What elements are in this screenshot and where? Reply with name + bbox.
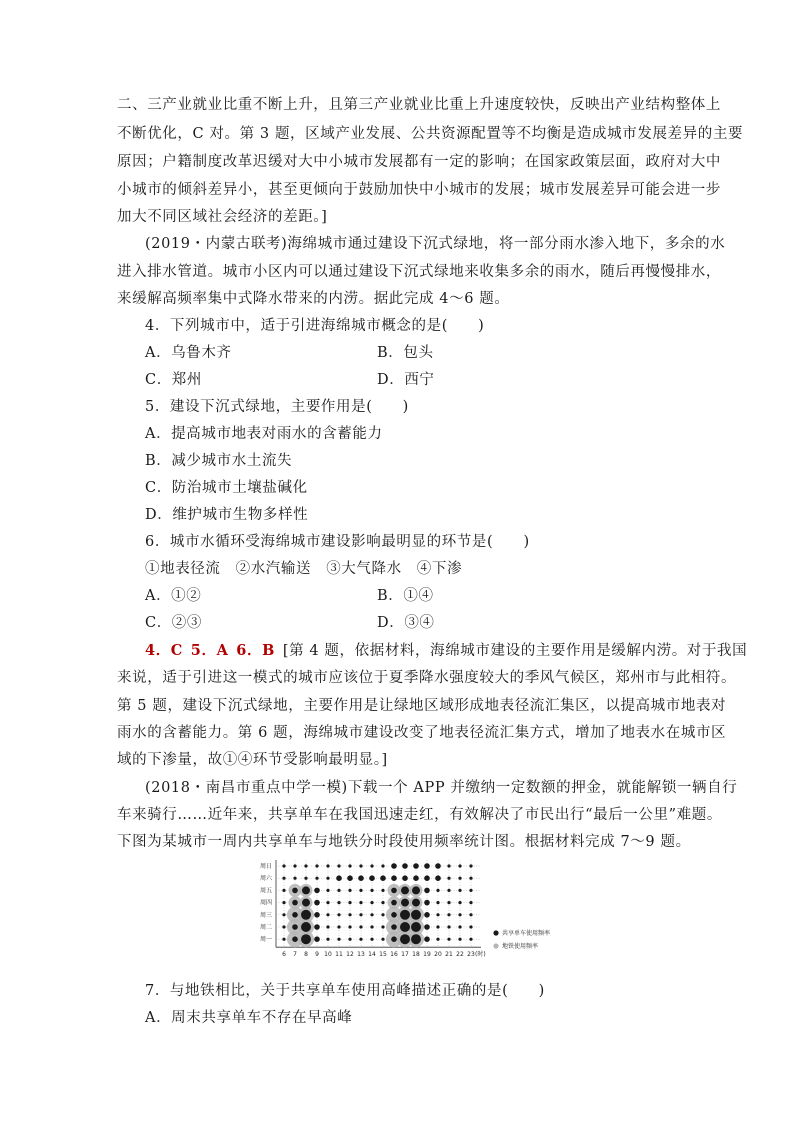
bike-dot: [391, 912, 397, 918]
bike-dot: [348, 864, 351, 867]
bike-dot: [337, 889, 340, 892]
bike-dot: [292, 936, 298, 942]
bike-dot: [369, 875, 375, 881]
bike-dot: [435, 875, 441, 881]
q4-option-d: D．西宁: [377, 372, 435, 388]
answer-explanation-line: 域的下渗量，故①④环节受影响最明显。]: [117, 752, 388, 768]
bike-dot: [381, 901, 384, 904]
legend-metro-marker: [493, 943, 498, 948]
hour-tick-label: 14: [368, 951, 376, 959]
hour-tick-label: 18: [412, 951, 420, 959]
bike-dot: [359, 864, 362, 867]
bike-dot: [292, 924, 298, 930]
bike-dot: [447, 864, 450, 867]
q5-option-c: C．防治城市土壤盐碱化: [145, 480, 308, 496]
bike-dot: [359, 913, 362, 916]
q7-option-a: A．周末共享单车不存在早高峰: [145, 1010, 353, 1026]
bike-dot: [436, 913, 439, 916]
bike-dot: [411, 922, 421, 932]
bike-dot: [326, 925, 329, 928]
answer-explanation-line: 雨水的含蓄能力。第 6 题，海绵城市建设改变了地表径流汇集方式，增加了地表水在城市区: [117, 725, 727, 741]
bike-dot: [282, 901, 285, 904]
bike-dot: [469, 938, 472, 941]
bike-dot: [282, 864, 285, 867]
q6-items: ①地表径流 ②水汽输送 ③大气降水 ④下渗: [145, 561, 463, 577]
bike-dot: [348, 901, 351, 904]
bike-dot: [411, 934, 421, 944]
bike-dot: [424, 936, 430, 942]
bike-dot: [302, 886, 310, 894]
question-5-stem: 5．建设下沉式绿地，主要作用是( ): [145, 399, 409, 415]
answer-4: 4．C: [145, 642, 183, 659]
bike-dot: [424, 863, 430, 869]
bike-dot: [411, 910, 421, 920]
bike-dot: [282, 913, 285, 916]
bike-dot: [348, 913, 351, 916]
usage-frequency-chart: [258, 858, 558, 970]
bike-dot: [402, 875, 408, 881]
bike-dot: [293, 877, 296, 880]
bike-dot: [447, 901, 450, 904]
bike-dot: [336, 875, 342, 881]
paragraph-line: 小城市的倾斜差异小，甚至更倾向于鼓励加快中小城市的发展；城市发展差异可能会进一步: [117, 182, 721, 198]
hour-tick-label: 12: [346, 951, 354, 959]
bike-dot: [348, 889, 351, 892]
bike-dot: [292, 912, 298, 918]
hour-tick-label: 10: [324, 951, 332, 959]
bike-dot: [391, 888, 397, 894]
bike-dot: [469, 925, 472, 928]
bike-dot: [292, 888, 298, 894]
bike-dot: [282, 925, 285, 928]
bike-dot: [301, 934, 311, 944]
bike-dot: [293, 864, 296, 867]
q4-option-a: A．乌鲁木齐: [145, 345, 232, 361]
question-4-stem: 4．下列城市中，适于引进海绵城市概念的是( ): [145, 318, 485, 334]
bike-dot: [469, 913, 472, 916]
q5-option-b: B．减少城市水土流失: [145, 453, 293, 469]
bike-dot: [458, 913, 461, 916]
bike-dot: [436, 901, 439, 904]
bike-dot: [400, 910, 410, 920]
bike-dot: [402, 863, 408, 869]
bike-dot: [314, 900, 320, 906]
bike-dot: [337, 925, 340, 928]
bike-dot: [401, 886, 409, 894]
day-label: 周四: [260, 899, 273, 907]
day-label: 周一: [260, 936, 273, 944]
bike-dot: [314, 924, 320, 930]
bike-dot: [301, 910, 311, 920]
bike-dot: [381, 913, 384, 916]
bike-dot: [381, 864, 384, 867]
paragraph-line: 加大不同区域社会经济的差距。]: [117, 209, 328, 225]
bike-dot: [302, 899, 310, 907]
hour-tick-label: 23: [467, 951, 475, 959]
bike-dot: [412, 899, 420, 907]
bike-dot: [370, 901, 373, 904]
question-6-stem: 6．城市水循环受海绵城市建设影响最明显的环节是( ): [145, 534, 530, 550]
hour-tick-label: 8: [304, 951, 308, 959]
x-unit-label: (时): [475, 951, 486, 959]
bike-dot: [458, 938, 461, 941]
hour-tick-label: 15: [379, 951, 387, 959]
bike-dot: [326, 913, 329, 916]
bike-dot: [436, 889, 439, 892]
q5-option-a: A．提高城市地表对雨水的含蓄能力: [145, 426, 383, 442]
question-7-stem: 7．与地铁相比，关于共享单车使用高峰描述正确的是( ): [145, 983, 545, 999]
bike-dot: [413, 875, 419, 881]
q4-option-b: B．包头: [377, 345, 434, 361]
bike-dot: [326, 901, 329, 904]
bike-dot: [304, 877, 307, 880]
bike-dot: [458, 864, 461, 867]
paragraph-line: 不断优化，C 对。第 3 题，区域产业发展、公共资源配置等不均衡是造成城市发展差异的主要: [117, 126, 744, 142]
bike-dot: [337, 901, 340, 904]
paragraph-line: 二、三产业就业比重不断上升，且第三产业就业比重上升速度较快，反映出产业结构整体上: [117, 97, 721, 113]
bike-dot: [391, 863, 397, 869]
bike-dot: [348, 925, 351, 928]
bike-dot: [447, 938, 450, 941]
bike-dot: [412, 886, 420, 894]
q4-option-c: C．郑州: [145, 372, 202, 388]
material-line: (2019・内蒙古联考)海绵城市通过建设下沉式绿地，将一部分雨水渗入地下，多余的水: [145, 236, 726, 252]
bike-dot: [348, 938, 351, 941]
hour-tick-label: 17: [401, 951, 409, 959]
bike-dot: [314, 888, 320, 894]
bike-dot: [424, 888, 430, 894]
answer-5: 5．A: [190, 642, 229, 659]
material-line: 下图为某城市一周内共享单车与地铁分时段使用频率统计图。根据材料完成 7～9 题。: [117, 834, 691, 850]
bike-dot: [370, 938, 373, 941]
bike-dot: [436, 938, 439, 941]
hour-tick-label: 9: [315, 951, 319, 959]
legend-bike-marker: [493, 930, 498, 935]
legend-metro-label: 地铁使用频率: [502, 943, 539, 950]
day-label: 周日: [260, 863, 273, 870]
hour-tick-label: 21: [445, 951, 453, 959]
bike-dot: [282, 938, 285, 941]
bike-dot: [469, 901, 472, 904]
material-line: 来缓解高频率集中式降水带来的内涝。据此完成 4～6 题。: [117, 291, 510, 307]
bike-dot: [400, 922, 410, 932]
bike-dot: [359, 938, 362, 941]
bike-dot: [359, 901, 362, 904]
bike-dot: [424, 875, 430, 881]
bike-dot: [337, 938, 340, 941]
bike-dot: [326, 938, 329, 941]
legend-bike-label: 共享单车使用频率: [502, 930, 551, 937]
bike-dot: [447, 889, 450, 892]
bike-dot: [424, 900, 430, 906]
bike-dot: [282, 877, 285, 880]
bike-dot: [301, 922, 311, 932]
bike-dot: [292, 900, 298, 906]
bike-dot: [458, 925, 461, 928]
day-label: 周二: [260, 924, 273, 931]
q6-option-d: D．③④: [377, 615, 435, 631]
bike-dot: [391, 936, 397, 942]
hour-tick-label: 19: [423, 951, 431, 959]
bike-dot: [359, 925, 362, 928]
material-line: (2018・南昌市重点中学一模)下载一个 APP 并缴纳一定数额的押金，就能解锁一辆自行: [145, 780, 738, 796]
q5-option-d: D．维护城市生物多样性: [145, 507, 309, 523]
hour-tick-label: 13: [357, 951, 365, 959]
q6-option-c: C．②③: [145, 615, 202, 631]
bike-dot: [391, 924, 397, 930]
bike-dot: [458, 889, 461, 892]
bike-dot: [315, 877, 318, 880]
bike-dot: [436, 925, 439, 928]
bike-dot: [370, 864, 373, 867]
day-label: 周五: [260, 887, 273, 895]
hour-tick-label: 6: [282, 951, 286, 959]
day-label: 周三: [260, 911, 273, 919]
answer-explanation-line: 第 5 题，建设下沉式绿地，主要作用是让绿地区域形成地表径流汇集区，以提高城市地表对: [117, 698, 727, 714]
hour-tick-label: 16: [390, 951, 398, 959]
hour-tick-label: 20: [434, 951, 442, 959]
bike-dot: [447, 913, 450, 916]
bike-dot: [315, 864, 318, 867]
bike-dot: [370, 889, 373, 892]
bike-dot: [458, 877, 461, 880]
bike-dot: [304, 864, 307, 867]
material-line: 车来骑行……近年来，共享单车在我国迅速走红，有效解决了市民出行“最后一公里”难题。: [117, 807, 722, 823]
bike-dot: [391, 900, 397, 906]
hour-tick-label: 22: [456, 951, 464, 959]
bike-dot: [469, 864, 472, 867]
bike-dot: [447, 925, 450, 928]
answer-6: 6．B: [236, 642, 275, 659]
answer-explanation-line: 来说，适于引进这一模式的城市应该位于夏季降水强度较大的季风气候区，郑州市与此相符。: [117, 670, 737, 686]
bike-dot: [424, 924, 430, 930]
bike-dot: [381, 925, 384, 928]
bike-dot: [370, 925, 373, 928]
bike-dot: [347, 875, 353, 881]
bike-dot: [314, 936, 320, 942]
bike-dot: [314, 912, 320, 918]
bike-dot: [424, 912, 430, 918]
bike-dot: [326, 864, 329, 867]
bike-dot: [337, 913, 340, 916]
material-line: 进入排水管道。城市小区内可以通过建设下沉式绿地来收集多余的雨水，随后再慢慢排水，: [117, 264, 721, 280]
bike-dot: [391, 875, 397, 881]
bike-dot: [435, 863, 441, 869]
answer-key-line: [145, 641, 747, 661]
hour-tick-label: 11: [335, 951, 343, 959]
bike-dot: [400, 934, 410, 944]
answer-explanation: [第 4 题，依据材料，海绵城市建设的主要作用是缓解内涝。对于我国: [282, 643, 748, 659]
q6-option-a: A．①②: [145, 588, 202, 604]
bike-dot: [370, 913, 373, 916]
q6-option-b: B．①④: [377, 588, 434, 604]
bike-dot: [326, 877, 329, 880]
bike-dot: [381, 938, 384, 941]
bike-dot: [469, 889, 472, 892]
bike-dot: [469, 877, 472, 880]
paragraph-line: 原因；户籍制度改革迟缓对大中小城市发展都有一定的影响；在国家政策层面，政府对大中: [117, 154, 721, 170]
bike-dot: [380, 875, 386, 881]
bike-dot: [337, 864, 340, 867]
bike-dot: [282, 889, 285, 892]
bike-dot: [358, 875, 364, 881]
day-label: 周六: [260, 875, 273, 883]
bike-dot: [326, 889, 329, 892]
bike-dot: [381, 889, 384, 892]
bike-dot: [447, 877, 450, 880]
bike-dot: [458, 901, 461, 904]
bike-dot: [401, 899, 409, 907]
bike-dot: [413, 863, 419, 869]
bike-dot: [359, 889, 362, 892]
hour-tick-label: 7: [293, 951, 297, 959]
